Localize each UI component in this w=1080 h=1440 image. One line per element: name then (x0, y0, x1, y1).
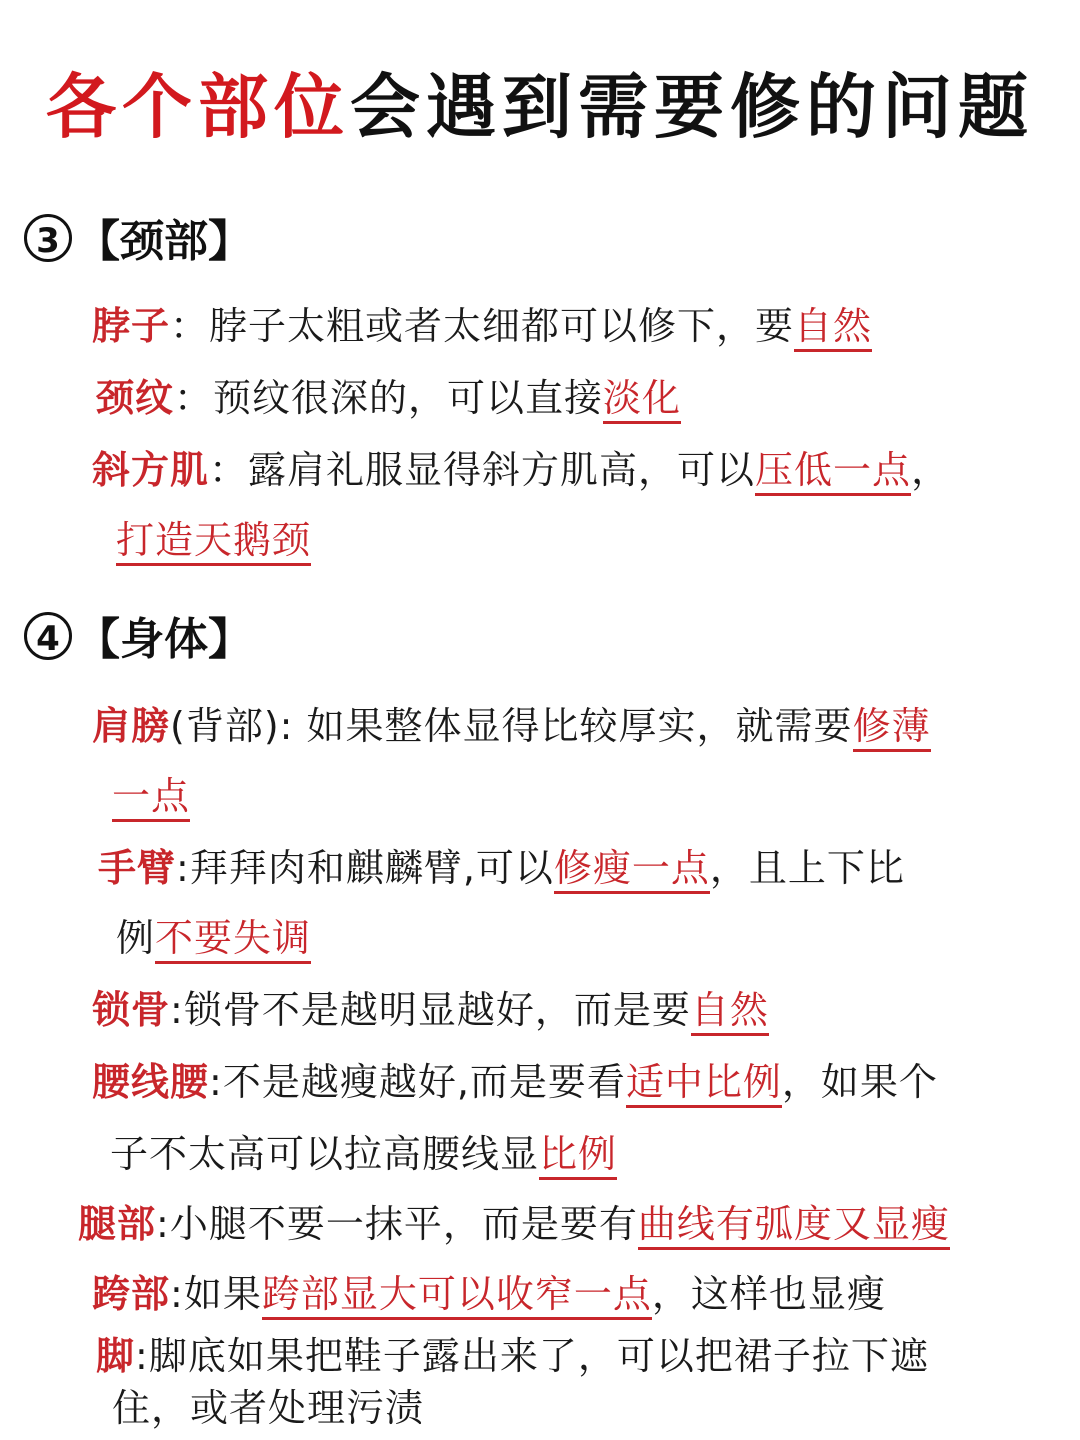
item-highlight: 自然 (691, 988, 769, 1036)
item-text: 露肩礼服显得斜方肌高，可以 (248, 448, 756, 492)
list-item-shoulder-cont (112, 770, 190, 822)
item-label: 手臂 (98, 846, 177, 890)
item-tail: ，如果个 (781, 1060, 938, 1104)
item-label: 脚 (96, 1334, 136, 1378)
item-highlight: 修薄 (853, 704, 931, 752)
list-item-trapezius (92, 444, 950, 496)
item-highlight: 不要失调 (155, 916, 311, 964)
item-text: 住，或者处理污渍 (112, 1386, 425, 1430)
list-item-waist-cont (110, 1128, 617, 1180)
item-highlight: 跨部显大可以收窄一点 (262, 1272, 652, 1320)
item-label: 脖子 (92, 304, 171, 348)
item-label: 斜方肌 (92, 448, 210, 492)
item-highlight: 自然 (794, 304, 872, 352)
item-highlight: 比例 (539, 1132, 617, 1180)
list-item-trapezius-cont (116, 514, 311, 566)
list-item-shoulder (92, 700, 931, 752)
item-highlight: 打造天鹅颈 (116, 518, 311, 566)
item-label: 跨部 (92, 1272, 171, 1316)
circled-number: 4 (24, 612, 72, 660)
list-item-neck (92, 300, 872, 352)
item-label: 肩膀 (92, 704, 171, 748)
list-item-arm-cont (116, 912, 311, 964)
item-text: :拜拜肉和麒麟臂,可以 (176, 846, 554, 890)
list-item-neck-lines (96, 372, 681, 424)
item-label: 锁骨 (92, 988, 171, 1032)
list-item-arm (98, 842, 905, 894)
item-highlight: 修瘦一点 (554, 846, 710, 894)
item-label: 腿部 (78, 1202, 157, 1246)
list-item-waist (92, 1056, 938, 1108)
item-sep: ： (170, 304, 210, 348)
item-highlight: 压低一点 (755, 448, 911, 496)
item-text: :脚底如果把鞋子露出来了，可以把裙子拉下遮 (135, 1334, 929, 1378)
item-tail: ，这样也显瘦 (651, 1272, 886, 1316)
item-text: :小腿不要一抹平，而是要有 (156, 1202, 638, 1246)
item-text: 脖子太粗或者太细都可以修下，要 (209, 304, 795, 348)
page-title (0, 62, 1080, 152)
item-text: :不是越瘦越好,而是要看 (209, 1060, 626, 1104)
item-tail: ， (911, 448, 951, 492)
item-text: 例 (116, 916, 156, 960)
list-item-feet (96, 1330, 929, 1382)
circled-number: 3 (24, 214, 72, 262)
list-item-collarbone (92, 984, 769, 1036)
title-red-part: 各个部位 (46, 66, 350, 148)
item-tail: ，且上下比 (709, 846, 905, 890)
list-item-feet-cont (112, 1382, 424, 1434)
item-text: 预纹很深的，可以直接 (213, 376, 604, 420)
item-sep: ： (209, 448, 249, 492)
item-text: :锁骨不是越明显越好，而是要 (170, 988, 691, 1032)
item-highlight: 淡化 (603, 376, 681, 424)
item-highlight: 曲线有弧度又显瘦 (638, 1202, 950, 1250)
list-item-legs (78, 1198, 950, 1250)
section-heading-neck (24, 214, 252, 270)
list-item-hips (92, 1268, 886, 1320)
item-text: (背部): 如果整体显得比较厚实，就需要 (170, 704, 853, 748)
section-name: 【身体】 (76, 614, 252, 665)
item-text: :如果 (170, 1272, 262, 1316)
item-label: 颈纹 (96, 376, 175, 420)
section-name: 【颈部】 (76, 216, 252, 267)
item-highlight: 适中比例 (626, 1060, 782, 1108)
item-label: 腰线腰 (92, 1060, 210, 1104)
section-heading-body (24, 612, 252, 668)
item-text: 子不太高可以拉高腰线显 (110, 1132, 540, 1176)
item-sep: ： (174, 376, 214, 420)
title-black-part: 会遇到需要修的问题 (350, 66, 1034, 148)
item-highlight: 一点 (112, 774, 190, 822)
